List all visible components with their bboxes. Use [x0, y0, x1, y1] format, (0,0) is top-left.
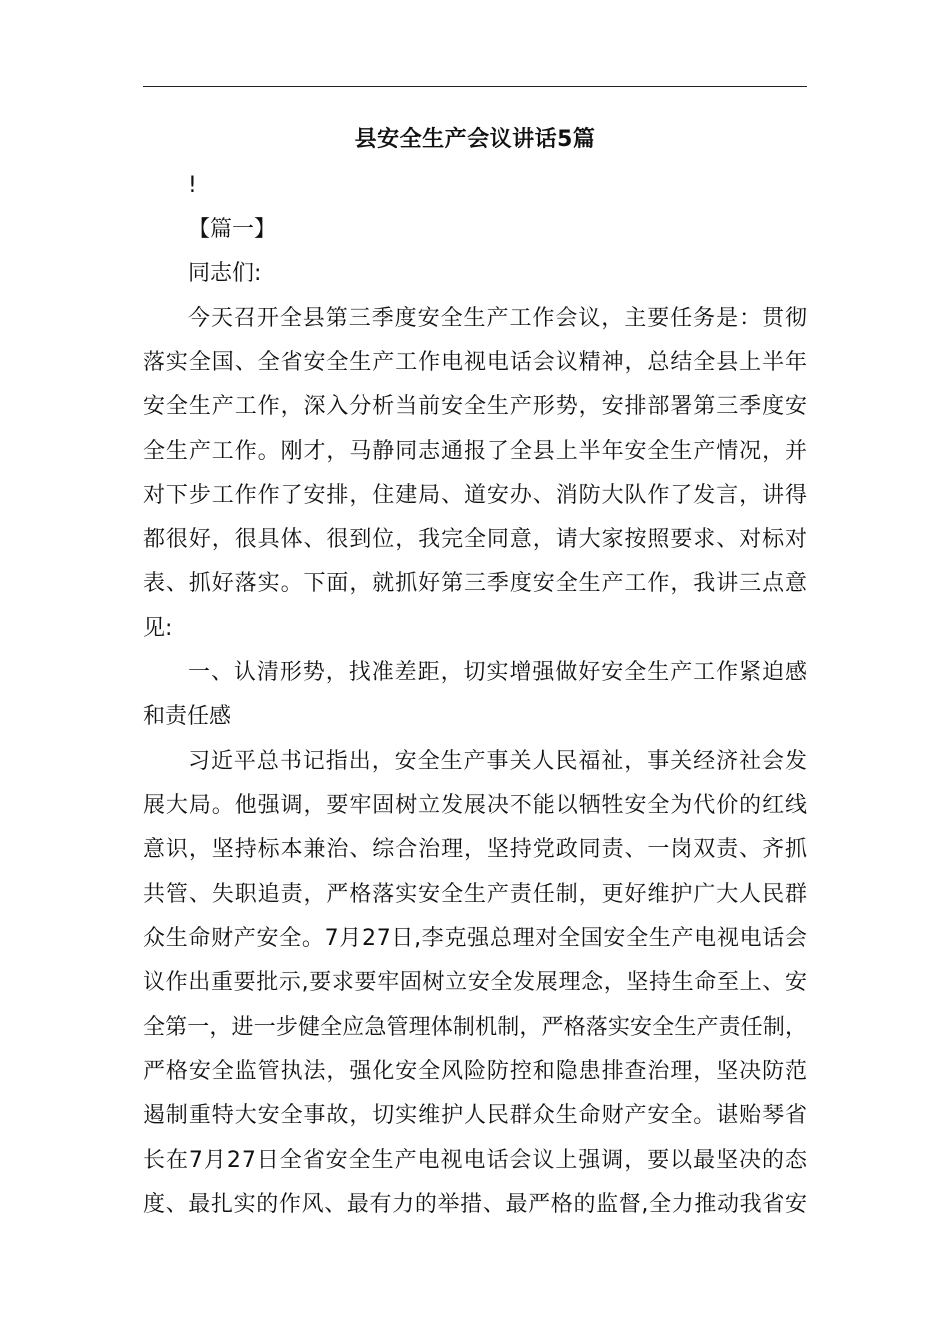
paragraph-line: 度、最扎实的作风、最有力的举措、最严格的监督,全力推动我省安 [143, 1192, 808, 1217]
section-heading: 【篇一】 [188, 217, 277, 242]
paragraph-line: 见: [143, 616, 173, 641]
paragraph-line: 遏制重特大安全事故，切实维护人民群众生命财产安全。谌贻琴省 [143, 1103, 808, 1128]
subheading-line: 一、认清形势，找准差距，切实增强做好安全生产工作紧迫感 [188, 660, 808, 685]
subheading-line: 和责任感 [143, 704, 232, 729]
paragraph-line: 展大局。他强调，要牢固树立发展决不能以牺牲安全为代价的红线 [143, 793, 808, 818]
paragraph-line: 落实全国、全省安全生产工作电视电话会议精神，总结全县上半年 [143, 350, 808, 375]
paragraph-line: 共管、失职追责，严格落实安全生产责任制，更好维护广大人民群 [143, 882, 808, 907]
salutation: 同志们: [188, 261, 262, 286]
paragraph-line: 长在7月27日全省安全生产电视电话会议上强调，要以最坚决的态 [143, 1148, 808, 1173]
header-rule [143, 86, 807, 87]
paragraph-line: 安全生产工作，深入分析当前安全生产形势，安排部署第三季度安 [143, 394, 808, 419]
paragraph-line: 全生产工作。刚才，马静同志通报了全县上半年安全生产情况，并 [143, 439, 808, 464]
paragraph-line: 严格安全监管执法，强化安全风险防控和隐患排查治理，坚决防范 [143, 1059, 808, 1084]
paragraph-line: 都很好，很具体、很到位，我完全同意，请大家按照要求、对标对 [143, 527, 808, 552]
paragraph-line: 表、抓好落实。下面，就抓好第三季度安全生产工作，我讲三点意 [143, 571, 808, 596]
paragraph-line: 今天召开全县第三季度安全生产工作会议，主要任务是：贯彻 [188, 306, 808, 331]
paragraph-line: 习近平总书记指出，安全生产事关人民福祉，事关经济社会发 [188, 749, 808, 774]
paragraph-line: 意识，坚持标本兼治、综合治理，坚持党政同责、一岗双责、齐抓 [143, 837, 808, 862]
paragraph-line: 对下步工作作了安排，住建局、道安办、消防大队作了发言，讲得 [143, 483, 808, 508]
paragraph-line: 全第一，进一步健全应急管理体制机制，严格落实安全生产责任制， [143, 1015, 808, 1040]
exclamation-mark: ! [188, 173, 197, 198]
document-title: 县安全生产会议讲话5篇 [354, 127, 596, 152]
paragraph-line: 议作出重要批示,要求要牢固树立安全发展理念，坚持生命至上、安 [143, 970, 808, 995]
paragraph-line: 众生命财产安全。7月27日,李克强总理对全国安全生产电视电话会 [143, 926, 808, 951]
